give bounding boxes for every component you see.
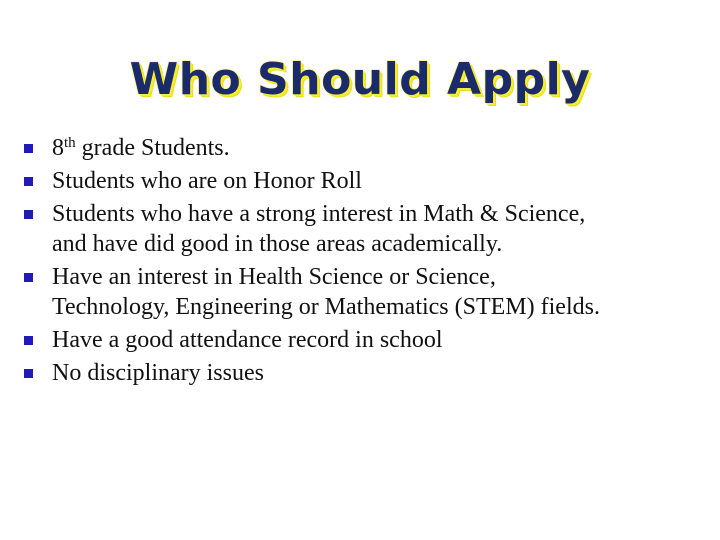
square-bullet-icon: [24, 144, 33, 153]
bullet-suffix-1: grade Students.: [75, 135, 230, 161]
bullet-item-1: [24, 133, 714, 163]
bullet-text-1: [52, 133, 714, 163]
bullet-item-5: [24, 325, 714, 355]
square-bullet-icon: [24, 210, 33, 219]
square-bullet-icon: [24, 369, 33, 378]
bullet-prefix-1: 8: [52, 135, 64, 161]
bullet-superscript-1: th: [64, 135, 76, 151]
slide-title: Who Should Apply: [129, 54, 591, 105]
bullet-item-4: [24, 262, 714, 322]
square-bullet-icon: [24, 273, 33, 282]
bullet-text-3-line-2: and have did good in those areas academically.: [52, 231, 503, 257]
bullet-text-4-line-2: Technology, Engineering or Mathematics (STEM) fields.: [52, 294, 600, 320]
bullet-text-3-line-1: Students who have a strong interest in Math & Science,: [52, 201, 586, 227]
bullet-text-4-line-1: Have an interest in Health Science or Science,: [52, 264, 496, 290]
bullet-text-6: No disciplinary issues: [52, 360, 264, 386]
bullet-item-2: [24, 166, 714, 196]
bullet-item-3: [24, 199, 714, 259]
bullet-text-5: Have a good attendance record in school: [52, 327, 443, 353]
square-bullet-icon: [24, 336, 33, 345]
square-bullet-icon: [24, 177, 33, 186]
bullet-item-6: [24, 358, 714, 388]
bullet-text-2: Students who are on Honor Roll: [52, 168, 362, 194]
bullet-list: [24, 133, 714, 391]
